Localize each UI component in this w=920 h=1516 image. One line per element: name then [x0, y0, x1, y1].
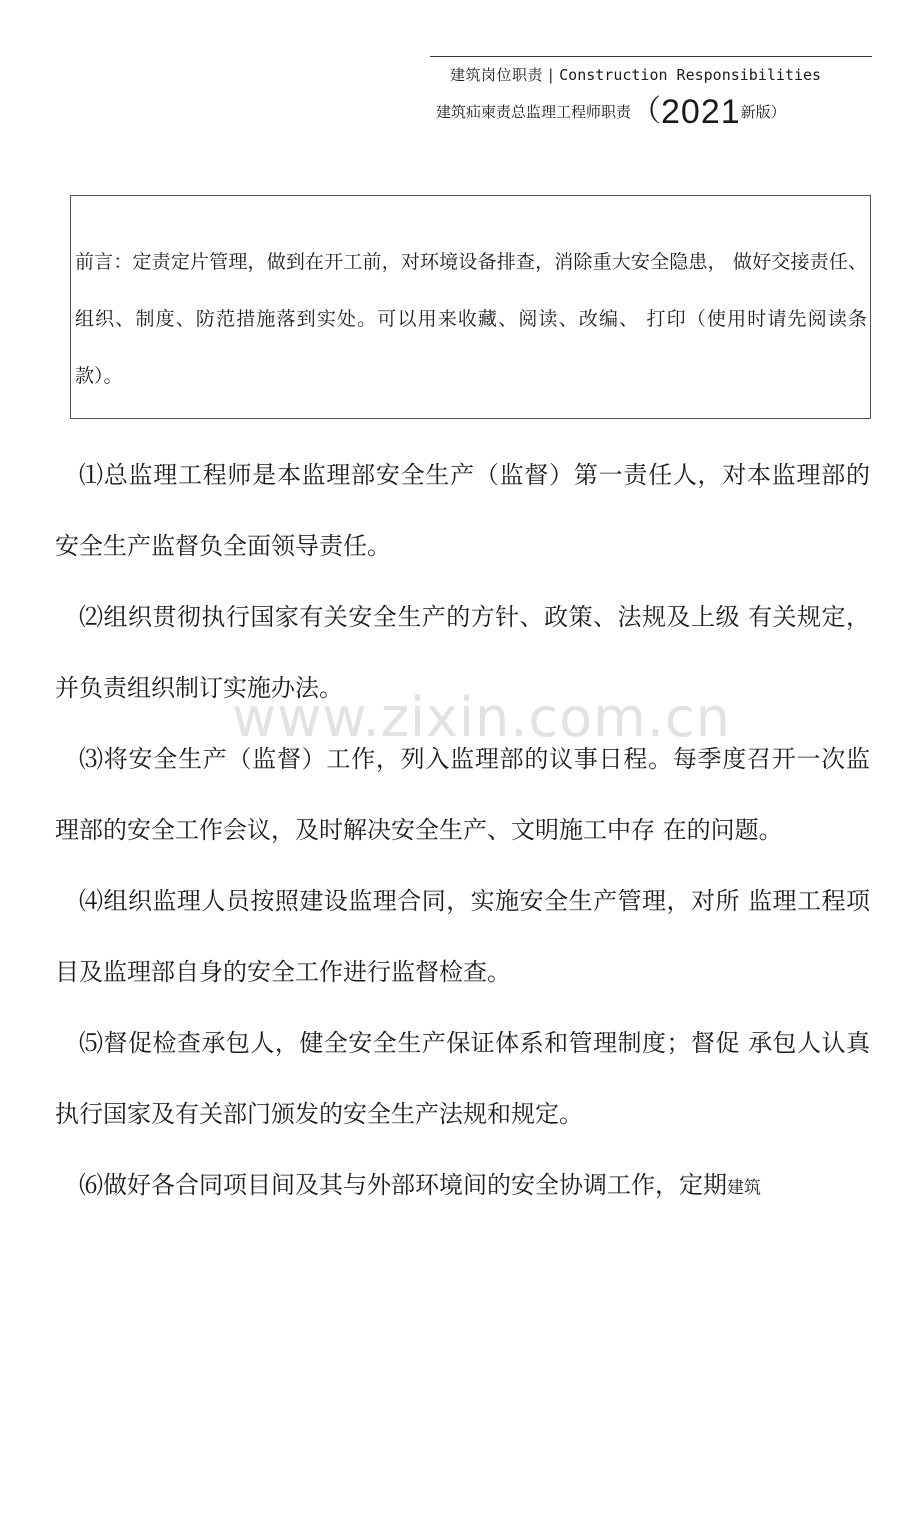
item-number: ⑸: [79, 1029, 104, 1057]
title-year: 2021: [661, 93, 741, 131]
item-text: 组织贯彻执行国家有关安全生产的方针、政策、法规及上级 有关规定，并负责组织制订实施办法。: [55, 603, 870, 702]
header-rule: [430, 56, 872, 57]
body-content: [55, 440, 870, 1224]
item-number: ⑷: [79, 887, 104, 915]
list-item: [55, 724, 870, 866]
item-number: ⑵: [79, 603, 104, 631]
list-item: [55, 866, 870, 1008]
header-separator: |: [548, 66, 554, 84]
list-item: [55, 582, 870, 724]
item-number: ⑹: [79, 1171, 103, 1199]
list-item: [55, 440, 870, 582]
item-number: ⑴: [79, 461, 104, 489]
intro-text: 前言：定责定片管理，做到在开工前，对环境设备排查，消除重大安全隐患， 做好交接责任、组织、制度、防范措施落到实处。可以用来收藏、阅读、改编、 打印（使用时请先阅读条款）。: [75, 251, 867, 387]
item-text: 督促检查承包人，健全安全生产保证体系和管理制度；督促 承包人认真执行国家及有关部门颁发的安全生产法规和规定。: [55, 1029, 870, 1128]
header-category-cn: 建筑岗位职责: [450, 66, 544, 84]
title-paren: （: [631, 94, 662, 129]
list-item: [55, 1008, 870, 1150]
item-text: 总监理工程师是本监理部安全生产（监督）第一责任人，对本监理部的安全生产监督负全面领导责任。: [55, 461, 871, 560]
item-trail: 建筑: [727, 1178, 761, 1198]
title-edition: 新版）: [740, 103, 786, 121]
item-text: 组织监理人员按照建设监理合同，实施安全生产管理，对所 监理工程项目及监理部自身的安全工作进行监督检查。: [55, 887, 870, 986]
header-category: [450, 64, 875, 85]
document-title: [436, 86, 876, 132]
item-text: 将安全生产（监督）工作，列入监理部的议事日程。每季度召开一次监理部的安全工作会议，及时解决安全生产、文明施工中存 在的问题。: [55, 745, 871, 844]
item-number: ⑶: [79, 745, 104, 773]
item-text: 做好各合同项目间及其与外部环境间的安全协调工作，定期: [103, 1171, 727, 1199]
document-title-text: 建筑疝柬责总监理工程师职责: [436, 103, 632, 121]
watermark: www.zixin.com.cn: [232, 686, 731, 749]
list-item: [55, 1150, 870, 1224]
intro-box: [70, 195, 871, 419]
header-category-en: Construction Responsibilities: [559, 66, 822, 84]
